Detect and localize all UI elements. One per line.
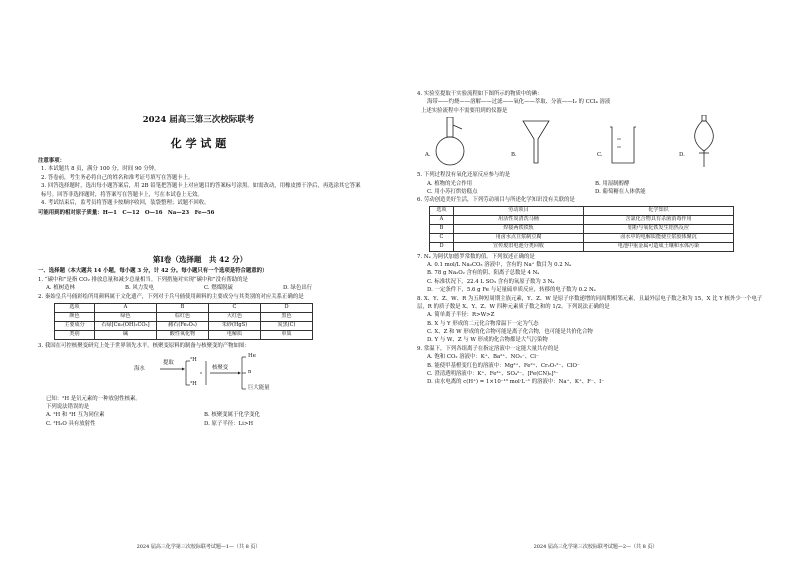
exam-title: 2024 届高三第三次校际联考 xyxy=(142,115,255,125)
funnel-icon xyxy=(521,117,551,169)
table-cell: 棕红色 xyxy=(157,313,209,322)
q7-option-d: D. 一定条件下，5.6 g Fe 与足量硫单质反应，转移的电子数为 0.2 Nₐ xyxy=(427,287,596,294)
table-row xyxy=(430,233,734,242)
table-cell: A xyxy=(430,215,454,224)
q3-stem: 3. 我国在可控核聚变研究上处于世界领先水平。核聚变原料的制备与核聚变的产物如图： xyxy=(38,343,250,350)
q7-stem: 7. Nₐ 为阿伏加德罗常数的值。下列叙述正确的是 xyxy=(417,253,535,260)
section1-title: 第Ⅰ卷（选择题 共 42 分） xyxy=(152,255,248,264)
table-cell: B xyxy=(157,304,209,313)
diagram-label-fusion: 核聚变 xyxy=(212,364,229,371)
table-cell: 类别 xyxy=(55,331,95,340)
q3-option-d: D. 原子半径：Li>H xyxy=(204,420,254,427)
q8-option-a: A. 简单离子半径：R>W>Z xyxy=(427,312,495,319)
page-footer: 2024 届高三化学第三次校际联考试题—2—（共 8 页） xyxy=(533,544,658,551)
note-item: 1. 本试题共 8 页，满分 100 分，时间 90 分钟。 xyxy=(41,166,160,173)
q7-option-b: B. 78 g Na₂O₂ 含有的阴、阳离子总数是 4 Nₐ xyxy=(427,270,540,277)
table-cell: D xyxy=(261,304,313,313)
q6-stem: 6. 劳动创造美好生活，下列劳动项目与所述化学知识没有关联的是 xyxy=(417,197,575,204)
table-row xyxy=(430,242,734,251)
q4-ask: 上述实验流程中不需要用到的仪器是 xyxy=(421,107,508,114)
q5-option-c: C. 用小苏打烘焙糕点 xyxy=(427,188,478,195)
q8-option-d: D. Y 与 W、Z 与 W 形成的化合物都是大气污染物 xyxy=(427,337,548,344)
q3-option-b: B. 核聚变属于化学变化 xyxy=(204,412,260,419)
q4-flow: 海带——灼烧——溶解——过滤——氧化——萃取、分液——I₂ 的 CCl₄ 溶液 xyxy=(427,99,611,106)
q5-options-row2 xyxy=(417,188,763,196)
table-cell: 朱砂(HgS) xyxy=(209,322,261,331)
q1-option-a: A. 植树造林 xyxy=(46,285,75,292)
q5-options-row1 xyxy=(417,180,763,188)
q1-option-c: C. 燃煤脱硫 xyxy=(204,285,233,292)
table-cell: 绿色 xyxy=(95,313,157,322)
section1-intro: 一、选择题（本大题共 14 小题，每小题 3 分，计 42 分。每小题只有一个选项是符合题意的） xyxy=(38,267,268,274)
table-cell: D xyxy=(430,242,454,251)
diagram-label-extract: 提取 xyxy=(163,359,174,366)
table-cell: 含氯化合物具有杀菌消毒作用 xyxy=(584,215,734,224)
table-cell: 大红色 xyxy=(209,313,261,322)
table-cell: 化学知识 xyxy=(584,206,734,215)
table-row xyxy=(430,224,734,233)
diagram-label-sea: 海水 xyxy=(134,365,145,372)
table-cell: 劳动项目 xyxy=(454,206,584,215)
q5-stem: 5. 下列过程没有氧化还原反应参与的是 xyxy=(417,172,511,179)
table-cell: 卤水中的电解质能使豆浆胶体聚沉 xyxy=(584,233,734,242)
table-cell: 焊接两铁铁轨 xyxy=(454,224,584,233)
table-cell: C xyxy=(430,233,454,242)
table-cell: 电池中重金属可造成土壤和水体污染 xyxy=(584,242,734,251)
q3-diagram xyxy=(130,351,280,395)
table-cell: 主要成分 xyxy=(55,322,95,331)
q2-stem: 2. 秦始皇兵马俑彩绘所用颜料属于文化遗产，下列对于兵马俑使用颜料的主要成分与其类别的对应关系正确的是 xyxy=(38,293,304,300)
table-cell: 用活性炭清洗马桶 xyxy=(454,215,584,224)
table-cell: 黑色 xyxy=(261,313,313,322)
table-cell: 选项 xyxy=(430,206,454,215)
atomic-masses: 可能用到的相对原子质量：H—1 C—12 O—16 Na—23 Fe—56 xyxy=(38,210,215,217)
q4-stem: 4. 实验室提取干实验流程如下图所示的物质中的碘： xyxy=(417,91,543,97)
note-item: 3. 回答选择题时，选出每小题答案后，用 2B 铅笔把答题卡上对应题目的答案标号涂黑。如需改动，用橡皮擦干净后，再选涂其它答案标号。回答非选择题时，将答案写在答题卡上，写在本试卷上无效。 xyxy=(41,183,361,198)
q7-option-a: A. 0.1 mol/L Na₂CO₃ 溶液中，含有的 Na⁺ 数目为 0.2 Nₐ xyxy=(427,262,572,268)
table-cell: 单质 xyxy=(261,331,313,340)
q5-option-a: A. 植物的光合作用 xyxy=(427,180,473,187)
q3-options-row2 xyxy=(38,420,362,428)
q2-table xyxy=(54,303,313,340)
table-cell: 宣传废旧电池分类回收 xyxy=(454,242,584,251)
diagram-label-h2: ²H xyxy=(190,356,197,363)
note-item: 4. 考试结束后，监考员将答题卡按顺序收回，装袋整理；试题不回收。 xyxy=(41,199,210,206)
note-item: 2. 答卷前，考生务必将自己的姓名和准考证号填写在答题卡上。 xyxy=(41,174,194,181)
table-cell: 炭黑(C) xyxy=(261,322,313,331)
table-cell: 选项 xyxy=(55,304,95,313)
q8-option-b: B. X 与 Y 形成的二元化合物常温下一定为气态 xyxy=(427,320,539,327)
table-cell: C xyxy=(209,304,261,313)
table-cell: 颜色 xyxy=(55,313,95,322)
q1-option-b: B. 风力发电 xyxy=(125,285,154,292)
q4-label-a: A. xyxy=(425,152,431,159)
table-row xyxy=(430,215,734,224)
table-row xyxy=(430,206,734,215)
exam-page-2 xyxy=(397,0,794,562)
table-cell: 石绿[Cu₂(OH)₂CO₃] xyxy=(95,322,157,331)
table-cell: 铝粉与氧化铁发生铝热反应 xyxy=(584,224,734,233)
table-cell: B xyxy=(430,224,454,233)
q1-option-d: D. 绿色出行 xyxy=(283,285,313,292)
notes-heading: 注意事项： xyxy=(38,158,65,164)
table-row xyxy=(55,313,313,322)
table-cell: 碱 xyxy=(95,331,157,340)
diagram-label-n: n xyxy=(248,368,252,375)
q9-option-c: C. 澄清透明溶液中：K⁺、Fe³⁺、SO₄²⁻、[Fe(CN)₆]³⁻ xyxy=(427,370,559,377)
table-row xyxy=(55,322,313,331)
q4-label-b: B. xyxy=(511,152,517,159)
q9-option-a: A. 饱和 CO₂ 溶液中：K⁺、Ba²⁺、NO₃⁻、Cl⁻ xyxy=(427,354,539,361)
page-footer: 2024 届高三化学第三次校际联考试题—1—（共 8 页） xyxy=(136,544,261,551)
q9-stem: 9. 常温下，下列各组离子在指定溶液中一定能大量共存的是 xyxy=(417,345,559,352)
q1-options xyxy=(38,284,362,292)
q9-option-d: D. 由水电离的 c(H⁺) = 1×10⁻¹³ mol·L⁻¹ 的溶液中：Na⁺、K⁺、F⁻、I⁻ xyxy=(427,379,605,386)
round-flask-icon xyxy=(435,117,465,169)
diagram-label-h3: ³H xyxy=(190,380,197,387)
q3-known: 已知：²H 是氘元素的一种放射性核素。 xyxy=(46,395,141,402)
q5-option-d: D. 葡萄糖在人体供能 xyxy=(595,188,646,195)
subject-title: 化 学 试 题 xyxy=(170,137,227,151)
table-cell: 酸性氧化物 xyxy=(157,331,209,340)
separatory-funnel-icon xyxy=(689,115,719,169)
q3-ask: 下列说法错误的是 xyxy=(46,403,90,410)
table-cell: A xyxy=(95,304,157,313)
q3-options-row1 xyxy=(38,411,362,419)
q3-option-c: C. ²H₂O 具有放射性 xyxy=(46,420,96,427)
diagram-label-energy: 巨大能量 xyxy=(248,384,270,391)
q9-option-b: B. 能使甲基橙变红色的溶液中：Mg²⁺、Fe²⁺、Cr₂O₇²⁻、ClO⁻ xyxy=(427,362,580,369)
table-cell: 赭石(Fe₂O₃) xyxy=(157,322,209,331)
q8-option-c: C. X、Z 和 W 形成的化合物可能是离子化合物，也可能是共价化合物 xyxy=(427,329,593,335)
table-cell: 电解质 xyxy=(209,331,261,340)
q4-label-c: C. xyxy=(597,152,603,159)
q3-option-a: A. ²H 和 ³H 互为同位素 xyxy=(46,412,105,419)
q5-option-b: B. 用湿制醇酵 xyxy=(595,180,630,187)
q6-table xyxy=(429,206,734,252)
table-row xyxy=(55,304,313,313)
q7-option-c: C. 标准状况下，22.4 L SO₃ 含有的氧原子数为 3 Nₐ xyxy=(427,278,555,285)
q4-apparatus xyxy=(417,115,763,171)
beaker-icon xyxy=(607,117,639,169)
diagram-label-he: He xyxy=(248,352,256,359)
table-cell: 用卤水点豆浆制豆腐 xyxy=(454,233,584,242)
q4-label-d: D. xyxy=(679,152,685,159)
q1-stem: 1. “碳中和”是指 CO₂ 排放总量和减少总量相当。下列措施对实现“碳中和”没有帮助的是 xyxy=(38,277,248,283)
q8-stem: 8. X、Y、Z、W、R 为五种短周期主族元素，Y、Z、W 是原子序数递增的同周期相邻元素，且最外层电子数之和为 15，X 比 Y 核外少一个电子层，R 的质子数是 X、Y、Z、W 四种元素质子数之和的 1/2。下列说法正确的是 xyxy=(417,295,763,310)
table-row xyxy=(55,331,313,340)
